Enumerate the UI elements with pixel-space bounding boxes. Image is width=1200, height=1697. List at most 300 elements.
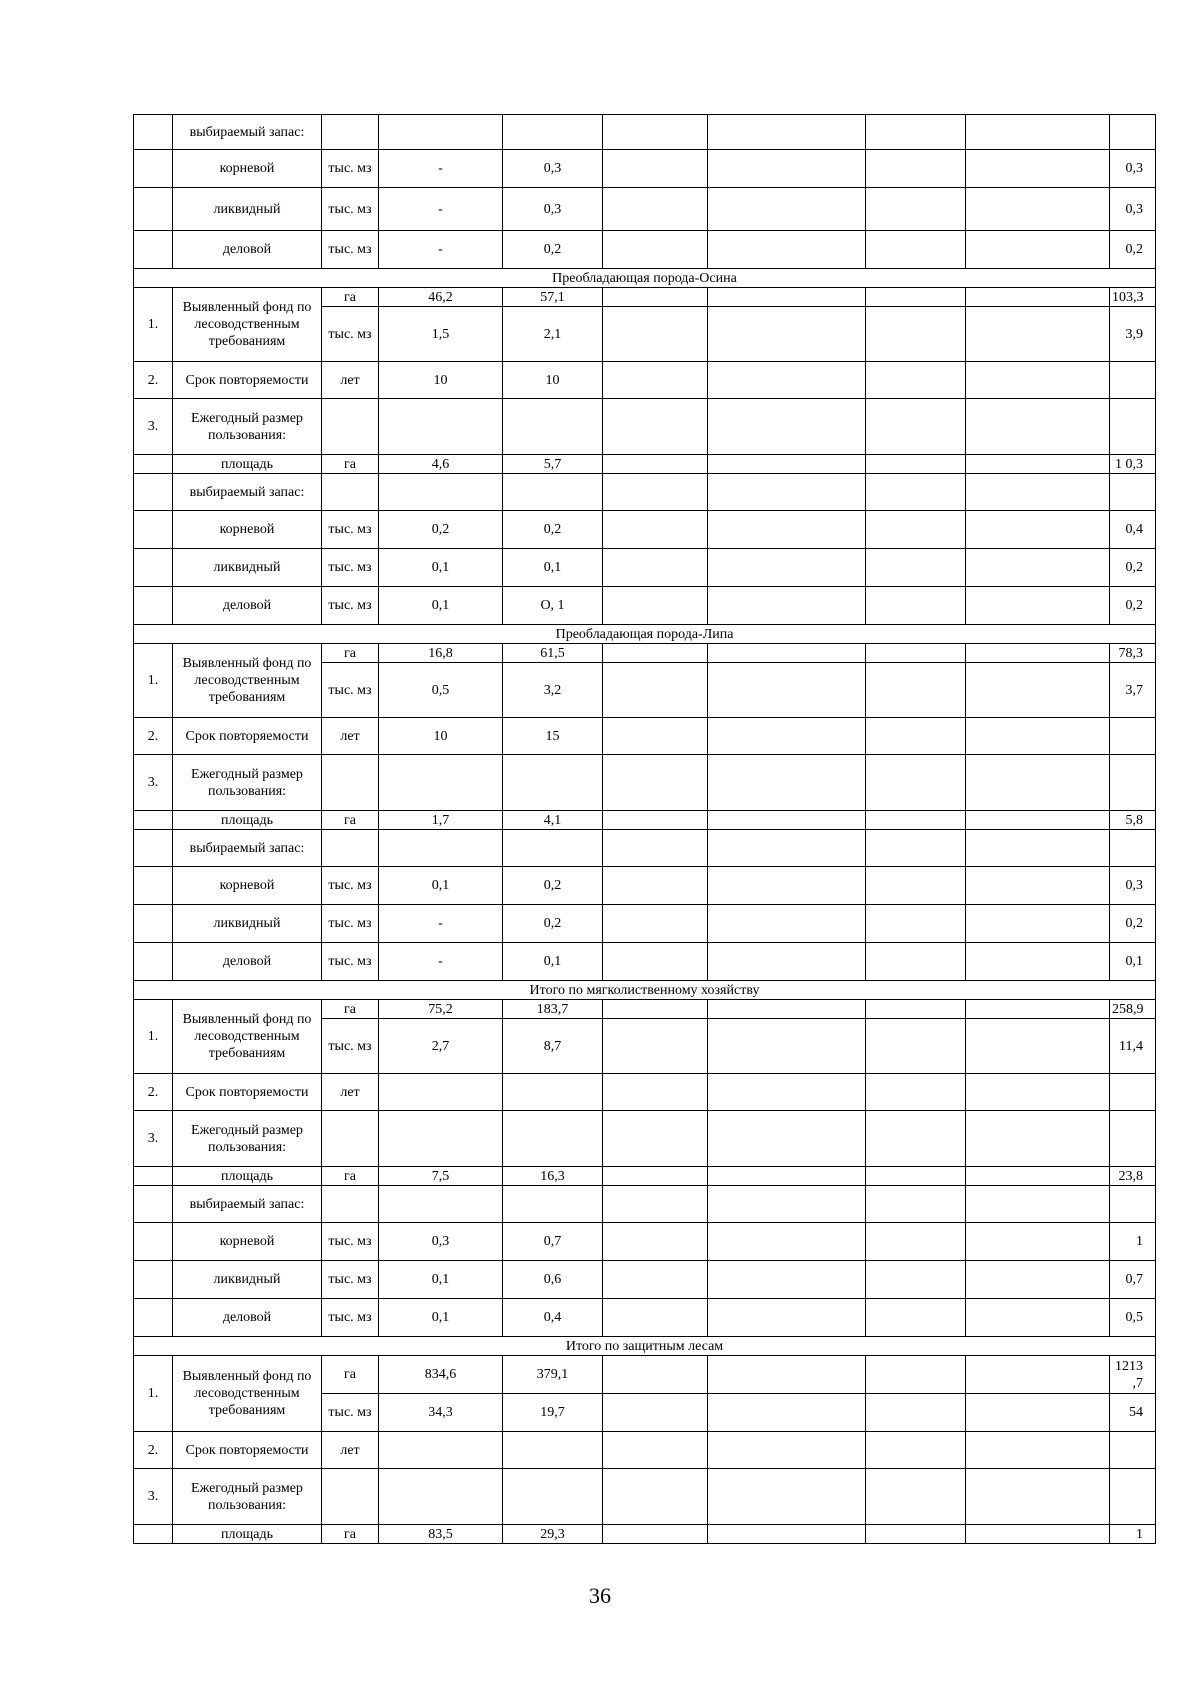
empty-cell (134, 455, 173, 474)
unit-cell: тыс. мз (322, 1261, 379, 1299)
empty-cell (322, 830, 379, 867)
row-number: 1. (134, 644, 173, 718)
empty-cell (866, 830, 966, 867)
value-cell: - (379, 231, 503, 269)
empty-cell (966, 718, 1110, 755)
empty-cell (708, 718, 866, 755)
unit-cell: га (322, 1167, 379, 1186)
empty-cell (1110, 1469, 1156, 1525)
fund-label: Выявленный фонд по лесоводственным требованиям (173, 644, 322, 718)
stock-type-label: ликвидный (173, 1261, 322, 1299)
unit-cell: тыс. мз (322, 663, 379, 718)
empty-cell (603, 231, 708, 269)
table-row (134, 1432, 1156, 1469)
empty-cell (866, 1000, 966, 1019)
row-number: 2. (134, 1432, 173, 1469)
unit-cell: га (322, 288, 379, 307)
value-cell: 0,1 (379, 587, 503, 625)
empty-cell (866, 115, 966, 150)
value-cell: 834,6 (379, 1356, 503, 1394)
table-row (134, 587, 1156, 625)
unit-cell: тыс. мз (322, 1299, 379, 1337)
stock-type-label: деловой (173, 231, 322, 269)
empty-cell (966, 549, 1110, 587)
empty-cell (708, 1167, 866, 1186)
unit-cell: тыс. мз (322, 549, 379, 587)
value-cell: 10 (503, 362, 603, 399)
total-cell: 0,1 (1110, 943, 1156, 981)
empty-cell (603, 1223, 708, 1261)
page-number: 36 (589, 1583, 611, 1608)
empty-cell (866, 905, 966, 943)
empty-cell (379, 1469, 503, 1525)
unit-cell: тыс. мз (322, 587, 379, 625)
empty-cell (966, 1432, 1110, 1469)
empty-cell (708, 1394, 866, 1432)
stock-type-label: деловой (173, 1299, 322, 1337)
stock-label: выбираемый запас: (173, 830, 322, 867)
value-cell: 4,1 (503, 811, 603, 830)
empty-cell (866, 455, 966, 474)
empty-cell (708, 1074, 866, 1111)
table-row (134, 644, 1156, 663)
empty-cell (322, 399, 379, 455)
unit-cell: га (322, 455, 379, 474)
empty-cell (603, 1261, 708, 1299)
total-cell: 0,4 (1110, 511, 1156, 549)
table-row (134, 1223, 1156, 1261)
empty-cell (708, 455, 866, 474)
empty-cell (134, 587, 173, 625)
empty-cell (1110, 474, 1156, 511)
empty-cell (866, 1223, 966, 1261)
value-cell: 15 (503, 718, 603, 755)
empty-cell (866, 399, 966, 455)
stock-type-label: корневой (173, 867, 322, 905)
empty-cell (866, 549, 966, 587)
empty-cell (603, 1432, 708, 1469)
empty-cell (966, 867, 1110, 905)
empty-cell (866, 1167, 966, 1186)
empty-cell (503, 474, 603, 511)
empty-cell (708, 1356, 866, 1394)
empty-cell (708, 1525, 866, 1544)
empty-cell (603, 1394, 708, 1432)
empty-cell (708, 399, 866, 455)
value-cell: 0,1 (379, 1299, 503, 1337)
empty-cell (966, 455, 1110, 474)
empty-cell (134, 1525, 173, 1544)
value-cell: 83,5 (379, 1525, 503, 1544)
table-row (134, 474, 1156, 511)
value-cell: 1,5 (379, 307, 503, 362)
table-row (134, 1186, 1156, 1223)
empty-cell (503, 830, 603, 867)
table-row (134, 625, 1156, 644)
unit-cell: тыс. мз (322, 188, 379, 231)
empty-cell (134, 474, 173, 511)
value-cell (379, 1432, 503, 1469)
empty-cell (866, 188, 966, 231)
row-number: 3. (134, 1111, 173, 1167)
empty-cell (134, 115, 173, 150)
empty-cell (379, 1186, 503, 1223)
value-cell: 0,2 (379, 511, 503, 549)
total-cell: 258,9 (1110, 1000, 1156, 1019)
empty-cell (134, 231, 173, 269)
empty-cell (603, 549, 708, 587)
total-cell: 54 (1110, 1394, 1156, 1432)
empty-cell (503, 1111, 603, 1167)
empty-cell (708, 115, 866, 150)
total-cell: 78,3 (1110, 644, 1156, 663)
empty-cell (866, 1261, 966, 1299)
empty-cell (866, 1394, 966, 1432)
total-cell: 1 (1110, 1525, 1156, 1544)
empty-cell (866, 587, 966, 625)
annual-label: Ежегодный размер пользования: (173, 755, 322, 811)
srok-label: Срок повторяемости (173, 1074, 322, 1111)
empty-cell (866, 1432, 966, 1469)
empty-cell (966, 1223, 1110, 1261)
unit-cell: лет (322, 362, 379, 399)
empty-cell (966, 1074, 1110, 1111)
value-cell: 3,2 (503, 663, 603, 718)
empty-cell (966, 1000, 1110, 1019)
value-cell: 0,1 (379, 549, 503, 587)
empty-cell (603, 399, 708, 455)
total-cell: 0,5 (1110, 1299, 1156, 1337)
empty-cell (966, 1167, 1110, 1186)
table-row (134, 981, 1156, 1000)
empty-cell (603, 1356, 708, 1394)
total-cell: 11,4 (1110, 1019, 1156, 1074)
empty-cell (603, 1111, 708, 1167)
empty-cell (966, 1525, 1110, 1544)
area-label: площадь (173, 455, 322, 474)
stock-label: выбираемый запас: (173, 474, 322, 511)
srok-label: Срок повторяемости (173, 718, 322, 755)
unit-cell: тыс. мз (322, 905, 379, 943)
value-cell: 0,2 (503, 905, 603, 943)
value-cell: О, 1 (503, 587, 603, 625)
empty-cell (708, 905, 866, 943)
table-row (134, 231, 1156, 269)
empty-cell (708, 663, 866, 718)
value-cell: 7,5 (379, 1167, 503, 1186)
value-cell: 8,7 (503, 1019, 603, 1074)
empty-cell (708, 1432, 866, 1469)
empty-cell (603, 455, 708, 474)
unit-cell: лет (322, 718, 379, 755)
table-row (134, 288, 1156, 307)
total-cell: 0,7 (1110, 1261, 1156, 1299)
empty-cell (708, 362, 866, 399)
empty-cell (322, 474, 379, 511)
empty-cell (134, 943, 173, 981)
unit-cell: тыс. мз (322, 231, 379, 269)
value-cell: 0,1 (379, 867, 503, 905)
area-label: площадь (173, 811, 322, 830)
value-cell: 0,1 (503, 943, 603, 981)
table-row (134, 115, 1156, 150)
row-number: 3. (134, 399, 173, 455)
total-cell: 0,2 (1110, 905, 1156, 943)
empty-cell (134, 867, 173, 905)
empty-cell (866, 1356, 966, 1394)
empty-cell (866, 1074, 966, 1111)
forest-use-table (133, 114, 1156, 1544)
value-cell (503, 1432, 603, 1469)
empty-cell (966, 1186, 1110, 1223)
row-number: 1. (134, 1000, 173, 1074)
empty-cell (866, 755, 966, 811)
empty-cell (134, 1186, 173, 1223)
table-row (134, 755, 1156, 811)
table-row (134, 269, 1156, 288)
table-row (134, 399, 1156, 455)
value-cell: 5,7 (503, 455, 603, 474)
empty-cell (966, 663, 1110, 718)
total-cell: 0,2 (1110, 587, 1156, 625)
empty-cell (966, 1469, 1110, 1525)
empty-cell (603, 1469, 708, 1525)
empty-cell (708, 1111, 866, 1167)
empty-cell (503, 1469, 603, 1525)
value-cell: 0,3 (379, 1223, 503, 1261)
empty-cell (379, 1111, 503, 1167)
table-row (134, 1337, 1156, 1356)
total-cell: 5,8 (1110, 811, 1156, 830)
empty-cell (966, 755, 1110, 811)
empty-cell (708, 1261, 866, 1299)
empty-cell (603, 587, 708, 625)
empty-cell (866, 867, 966, 905)
value-cell: 0,4 (503, 1299, 603, 1337)
table-row (134, 1525, 1156, 1544)
value-cell: - (379, 150, 503, 188)
value-cell: - (379, 905, 503, 943)
empty-cell (708, 867, 866, 905)
empty-cell (134, 150, 173, 188)
empty-cell (503, 755, 603, 811)
value-cell: 34,3 (379, 1394, 503, 1432)
value-cell: 10 (379, 362, 503, 399)
empty-cell (866, 150, 966, 188)
empty-cell (603, 362, 708, 399)
empty-cell (134, 1299, 173, 1337)
total-cell: 0,3 (1110, 188, 1156, 231)
value-cell: 0,1 (503, 549, 603, 587)
empty-cell (379, 474, 503, 511)
annual-label: Ежегодный размер пользования: (173, 1469, 322, 1525)
empty-cell (966, 288, 1110, 307)
value-cell: 19,7 (503, 1394, 603, 1432)
row-number: 3. (134, 1469, 173, 1525)
table-row (134, 811, 1156, 830)
unit-cell: га (322, 1525, 379, 1544)
value-cell: 183,7 (503, 1000, 603, 1019)
empty-cell (866, 1111, 966, 1167)
row-number: 1. (134, 288, 173, 362)
srok-label: Срок повторяемости (173, 1432, 322, 1469)
empty-cell (1110, 1186, 1156, 1223)
empty-cell (708, 188, 866, 231)
empty-cell (866, 718, 966, 755)
empty-cell (708, 1469, 866, 1525)
empty-cell (708, 511, 866, 549)
section-title: Преобладающая порода-Липа (134, 625, 1156, 644)
empty-cell (866, 1469, 966, 1525)
fund-label: Выявленный фонд по лесоводственным требованиям (173, 1000, 322, 1074)
empty-cell (966, 1299, 1110, 1337)
annual-label: Ежегодный размер пользования: (173, 399, 322, 455)
total-cell: 3,7 (1110, 663, 1156, 718)
table-row (134, 362, 1156, 399)
empty-cell (866, 811, 966, 830)
empty-cell (966, 1261, 1110, 1299)
unit-cell: га (322, 644, 379, 663)
stock-type-label: ликвидный (173, 549, 322, 587)
empty-cell (708, 755, 866, 811)
empty-cell (503, 1186, 603, 1223)
fund-label: Выявленный фонд по лесоводственным требованиям (173, 1356, 322, 1432)
value-cell: 16,3 (503, 1167, 603, 1186)
total-cell: 3,9 (1110, 307, 1156, 362)
empty-cell (708, 1019, 866, 1074)
empty-cell (322, 755, 379, 811)
empty-cell (866, 943, 966, 981)
empty-cell (966, 307, 1110, 362)
empty-cell (503, 399, 603, 455)
empty-cell (966, 399, 1110, 455)
empty-cell (322, 115, 379, 150)
empty-cell (966, 511, 1110, 549)
empty-cell (603, 511, 708, 549)
empty-cell (603, 644, 708, 663)
empty-cell (603, 663, 708, 718)
empty-cell (603, 1525, 708, 1544)
empty-cell (1110, 1074, 1156, 1111)
empty-cell (866, 362, 966, 399)
empty-cell (866, 1299, 966, 1337)
empty-cell (866, 288, 966, 307)
stock-type-label: корневой (173, 511, 322, 549)
empty-cell (966, 811, 1110, 830)
empty-cell (1110, 755, 1156, 811)
stock-type-label: деловой (173, 943, 322, 981)
value-cell: 2,1 (503, 307, 603, 362)
unit-cell: га (322, 811, 379, 830)
empty-cell (866, 1525, 966, 1544)
table-row (134, 1469, 1156, 1525)
empty-cell (603, 307, 708, 362)
total-cell: 0,3 (1110, 867, 1156, 905)
fund-label: Выявленный фонд по лесоводственным требованиям (173, 288, 322, 362)
table-row (134, 455, 1156, 474)
stock-type-label: ликвидный (173, 905, 322, 943)
empty-cell (134, 811, 173, 830)
empty-cell (966, 362, 1110, 399)
empty-cell (708, 1299, 866, 1337)
empty-cell (708, 474, 866, 511)
empty-cell (866, 474, 966, 511)
total-cell: 1 0,3 (1110, 455, 1156, 474)
table-row (134, 511, 1156, 549)
unit-cell: га (322, 1000, 379, 1019)
empty-cell (603, 1074, 708, 1111)
empty-cell (708, 644, 866, 663)
value-cell: - (379, 188, 503, 231)
section-title: Итого по защитным лесам (134, 1337, 1156, 1356)
empty-cell (603, 811, 708, 830)
empty-cell (603, 1019, 708, 1074)
empty-cell (603, 755, 708, 811)
empty-cell (379, 755, 503, 811)
table-row (134, 1111, 1156, 1167)
empty-cell (134, 511, 173, 549)
empty-cell (866, 511, 966, 549)
empty-cell (322, 1469, 379, 1525)
empty-cell (603, 1299, 708, 1337)
empty-cell (866, 307, 966, 362)
empty-cell (603, 905, 708, 943)
empty-cell (966, 644, 1110, 663)
empty-cell (134, 188, 173, 231)
empty-cell (603, 943, 708, 981)
empty-cell (603, 1186, 708, 1223)
unit-cell: тыс. мз (322, 1019, 379, 1074)
stock-type-label: корневой (173, 150, 322, 188)
empty-cell (966, 188, 1110, 231)
row-number: 3. (134, 755, 173, 811)
table-row (134, 905, 1156, 943)
empty-cell (966, 115, 1110, 150)
unit-cell: тыс. мз (322, 943, 379, 981)
table-row (134, 549, 1156, 587)
value-cell: 75,2 (379, 1000, 503, 1019)
table-row (134, 1356, 1156, 1394)
empty-cell (134, 549, 173, 587)
empty-cell (966, 150, 1110, 188)
empty-cell (866, 644, 966, 663)
empty-cell (603, 115, 708, 150)
total-cell: 1213 ,7 (1110, 1356, 1156, 1394)
value-cell: 1,7 (379, 811, 503, 830)
empty-cell (1110, 115, 1156, 150)
value-cell: 0,6 (503, 1261, 603, 1299)
section-title: Итого по мягколиственному хозяйству (134, 981, 1156, 1000)
empty-cell (708, 1186, 866, 1223)
row-number: 2. (134, 718, 173, 755)
empty-cell (966, 1394, 1110, 1432)
unit-cell: тыс. мз (322, 1394, 379, 1432)
table-row (134, 150, 1156, 188)
empty-cell (603, 1000, 708, 1019)
value-cell: 10 (379, 718, 503, 755)
section-title: Преобладающая порода-Осина (134, 269, 1156, 288)
table-row (134, 943, 1156, 981)
empty-cell (866, 663, 966, 718)
total-cell: 23,8 (1110, 1167, 1156, 1186)
total-cell: 0,3 (1110, 150, 1156, 188)
row-number: 2. (134, 362, 173, 399)
empty-cell (1110, 362, 1156, 399)
srok-label: Срок повторяемости (173, 362, 322, 399)
empty-cell (708, 549, 866, 587)
empty-cell (603, 1167, 708, 1186)
value-cell: 29,3 (503, 1525, 603, 1544)
